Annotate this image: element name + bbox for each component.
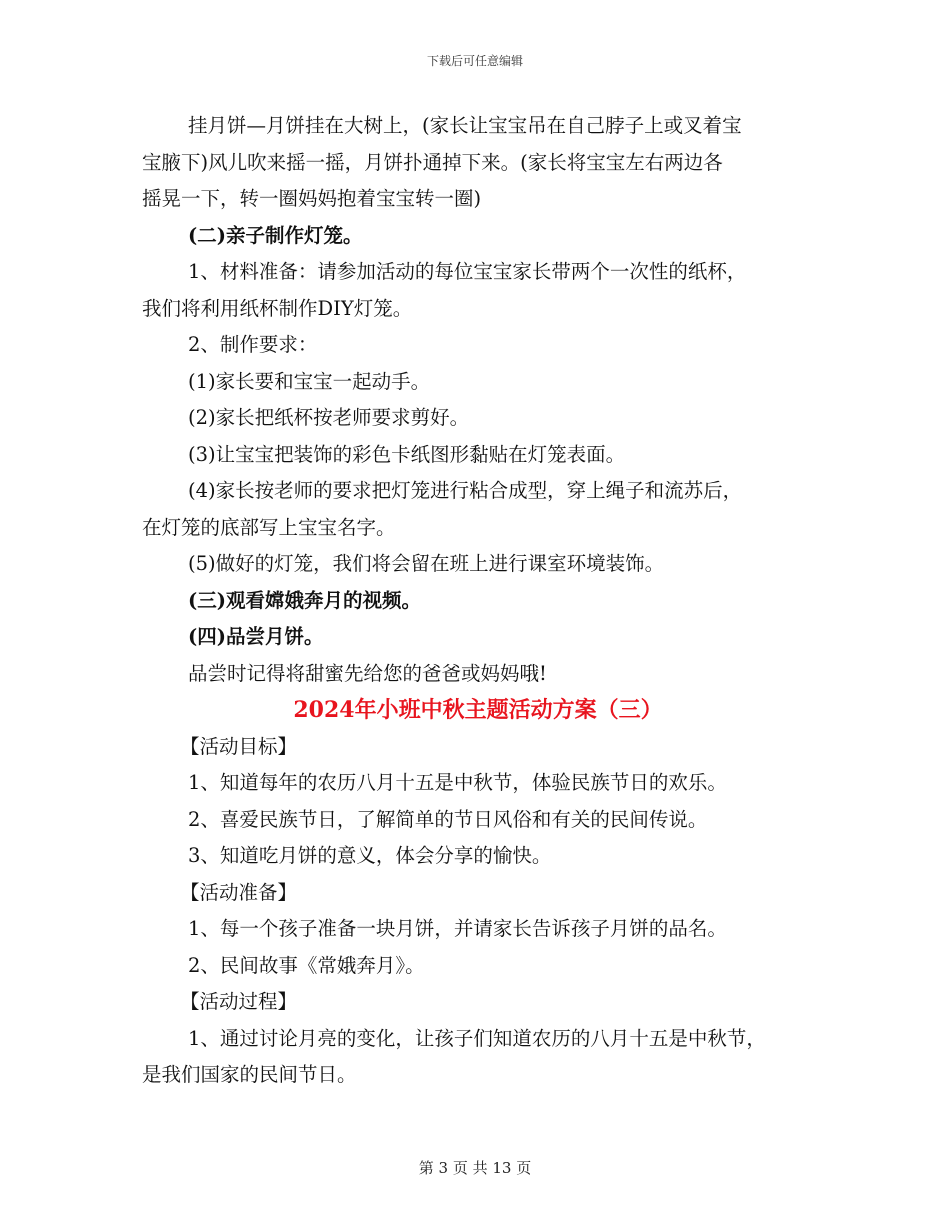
section-heading-lantern: (二)亲子制作灯笼。 [188,223,363,247]
requirement-4: (4)家长按老师的要求把灯笼进行粘合成型，穿上绳子和流苏后， [188,479,743,502]
page-header-note: 下载后可任意编辑 [426,54,523,68]
preparation-2: 2、民间故事《常娥奔月》。 [188,953,425,977]
process-1-cont: 是我们国家的民间节日。 [142,1063,357,1086]
heading-activity-preparation: 【活动准备】 [180,880,298,904]
paragraph-taste: 品尝时记得将甜蜜先给您的爸爸或妈妈哦! [188,661,547,685]
requirement-4-cont: 在灯笼的底部写上宝宝名字。 [142,515,396,539]
requirement-5: (5)做好的灯笼，我们将会留在班上进行课室环境装饰。 [188,552,665,575]
requirement-2: (2)家长把纸杯按老师要求剪好。 [188,406,470,429]
document-title: 2024年小班中秋主题活动方案（三） [293,697,663,723]
heading-activity-process: 【活动过程】 [180,990,298,1013]
section-heading-video: (三)观看嫦娥奔月的视频。 [188,588,421,612]
requirement-3: (3)让宝宝把装饰的彩色卡纸图形黏贴在灯笼表面。 [188,442,626,466]
goal-3: 3、知道吃月饼的意义，体会分享的愉快。 [188,844,552,867]
document-body [142,108,814,1094]
goal-1: 1、知道每年的农历八月十五是中秋节，体验民族节日的欢乐。 [188,771,727,794]
paragraph-materials-cont: 我们将利用纸杯制作DIY灯笼。 [142,296,413,320]
process-1: 1、通过讨论月亮的变化，让孩子们知道农历的八月十五是中秋节， [188,1026,766,1050]
section-heading-mooncake: (四)品尝月饼。 [188,625,324,648]
heading-activity-goals: 【活动目标】 [180,734,298,758]
paragraph-1: 挂月饼—月饼挂在大树上，(家长让宝宝吊在自己脖子上或叉着宝 [188,114,742,137]
page-footer-number: 第 3 页 共 13 页 [418,1159,532,1177]
paragraph-materials: 1、材料准备：请参加活动的每位宝宝家长带两个一次性的纸杯， [188,260,747,283]
requirement-1: (1)家长要和宝宝一起动手。 [188,369,431,393]
paragraph-3: 摇晃一下，转一圈妈妈抱着宝宝转一圈) [142,187,482,210]
preparation-1: 1、每一个孩子准备一块月饼，并请家长告诉孩子月饼的品名。 [188,917,727,940]
paragraph-2: 宝腋下)风儿吹来摇一摇，月饼扑通掉下来。(家长将宝宝左右两边各 [142,150,723,174]
goal-2: 2、喜爱民族节日，了解简单的节日风俗和有关的民间传说。 [188,807,708,831]
paragraph-requirements: 2、制作要求： [188,333,318,356]
